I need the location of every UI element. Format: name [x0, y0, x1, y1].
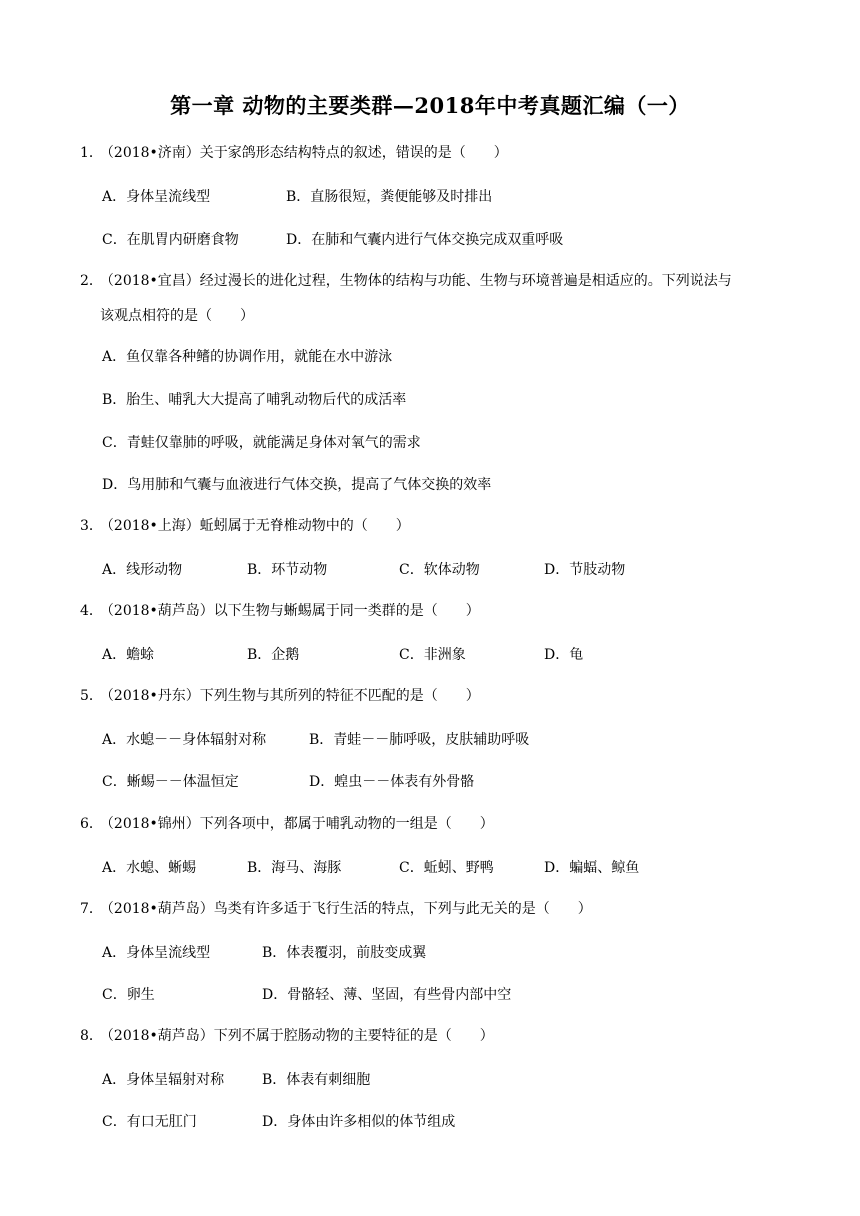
question-stem: （2018•济南）关于家鸽形态结构特点的叙述，错误的是（ ） [106, 145, 508, 161]
question-3 [80, 509, 800, 543]
question-1 [80, 136, 800, 170]
option-row [102, 984, 802, 1004]
option-c: C．青蛙仅靠肺的呼吸，就能满足身体对氧气的需求 [102, 435, 421, 451]
option-a: A．线形动物 [102, 562, 183, 578]
option-a: A．水螅、蜥蜴 [102, 860, 197, 876]
option-c: C．蚯蚓、野鸭 [399, 860, 494, 876]
question-stem: （2018•葫芦岛）以下生物与蜥蜴属于同一类群的是（ ） [106, 603, 480, 619]
question-stem-continued: 该观点相符的是（ ） [100, 308, 254, 324]
option-c: C．在肌胃内研磨食物 [102, 232, 239, 248]
option-d: D．在肺和气囊内进行气体交换完成双重呼吸 [286, 232, 564, 248]
option-c: C．蜥蜴－－体温恒定 [102, 774, 239, 790]
option-row [102, 474, 802, 494]
question-stem: （2018•锦州）下列各项中，都属于哺乳动物的一组是（ ） [106, 816, 494, 832]
option-b: B．直肠很短，粪便能够及时排出 [286, 189, 493, 205]
option-a: A．水螅－－身体辐射对称 [102, 732, 267, 748]
option-d: D．骨骼轻、薄、坚固，有些骨内部中空 [262, 987, 512, 1003]
question-6 [80, 807, 800, 841]
question-stem: （2018•葫芦岛）下列不属于腔肠动物的主要特征的是（ ） [106, 1028, 494, 1044]
option-row [102, 432, 802, 452]
question-number: 1． [80, 145, 103, 161]
question-stem: （2018•丹东）下列生物与其所列的特征不匹配的是（ ） [106, 688, 480, 704]
option-d: D．蝙蝠、鲸鱼 [544, 860, 640, 876]
option-c: C．卵生 [102, 987, 155, 1003]
option-c: C．非洲象 [399, 647, 466, 663]
option-b: B．体表覆羽，前肢变成翼 [262, 945, 427, 961]
question-5 [80, 679, 800, 713]
question-number: 4． [80, 603, 103, 619]
question-number: 3． [80, 518, 103, 534]
option-d: D．身体由许多相似的体节组成 [262, 1114, 456, 1130]
option-b: B．青蛙－－肺呼吸，皮肤辅助呼吸 [309, 732, 530, 748]
option-d: D．鸟用肺和气囊与血液进行气体交换，提高了气体交换的效率 [102, 477, 492, 493]
option-d: D．蝗虫－－体表有外骨骼 [309, 774, 475, 790]
option-b: B．体表有刺细胞 [262, 1072, 371, 1088]
question-2 [80, 264, 800, 298]
option-row [102, 346, 802, 366]
question-number: 7． [80, 901, 103, 917]
question-7 [80, 892, 800, 926]
option-row [102, 559, 802, 579]
option-row [102, 644, 802, 664]
option-a: A．身体呈辐射对称 [102, 1072, 225, 1088]
question-number: 8． [80, 1028, 103, 1044]
option-c: C．有口无肛门 [102, 1114, 197, 1130]
option-row [102, 729, 802, 749]
option-b: B．环节动物 [247, 562, 328, 578]
page-title: 第一章 动物的主要类群—2018年中考真题汇编（一） [170, 93, 690, 118]
option-c: C．软体动物 [399, 562, 480, 578]
question-number: 5． [80, 688, 103, 704]
option-d: D．节肢动物 [544, 562, 626, 578]
option-row [102, 771, 802, 791]
question-number: 2． [80, 273, 103, 289]
option-row [102, 186, 802, 206]
option-a: A．身体呈流线型 [102, 189, 211, 205]
option-b: B．胎生、哺乳大大提高了哺乳动物后代的成活率 [102, 392, 407, 408]
question-stem: （2018•宜昌）经过漫长的进化过程，生物体的结构与功能、生物与环境普遍是相适应的。下列说法与 [106, 273, 732, 289]
question-8 [80, 1019, 800, 1053]
option-a: A．鱼仅靠各种鳍的协调作用，就能在水中游泳 [102, 349, 393, 365]
option-row [102, 857, 802, 877]
option-a: A．身体呈流线型 [102, 945, 211, 961]
option-row [102, 389, 802, 409]
option-row [102, 229, 802, 249]
option-a: A．蟾蜍 [102, 647, 155, 663]
option-b: B．企鹅 [247, 647, 300, 663]
question-stem: （2018•葫芦岛）鸟类有许多适于飞行生活的特点，下列与此无关的是（ ） [106, 901, 592, 917]
question-4 [80, 594, 800, 628]
option-row [102, 942, 802, 962]
option-row [102, 1111, 802, 1131]
option-row [102, 1069, 802, 1089]
question-number: 6． [80, 816, 103, 832]
option-d: D．龟 [544, 647, 584, 663]
option-b: B．海马、海豚 [247, 860, 342, 876]
question-stem: （2018•上海）蚯蚓属于无脊椎动物中的（ ） [106, 518, 410, 534]
